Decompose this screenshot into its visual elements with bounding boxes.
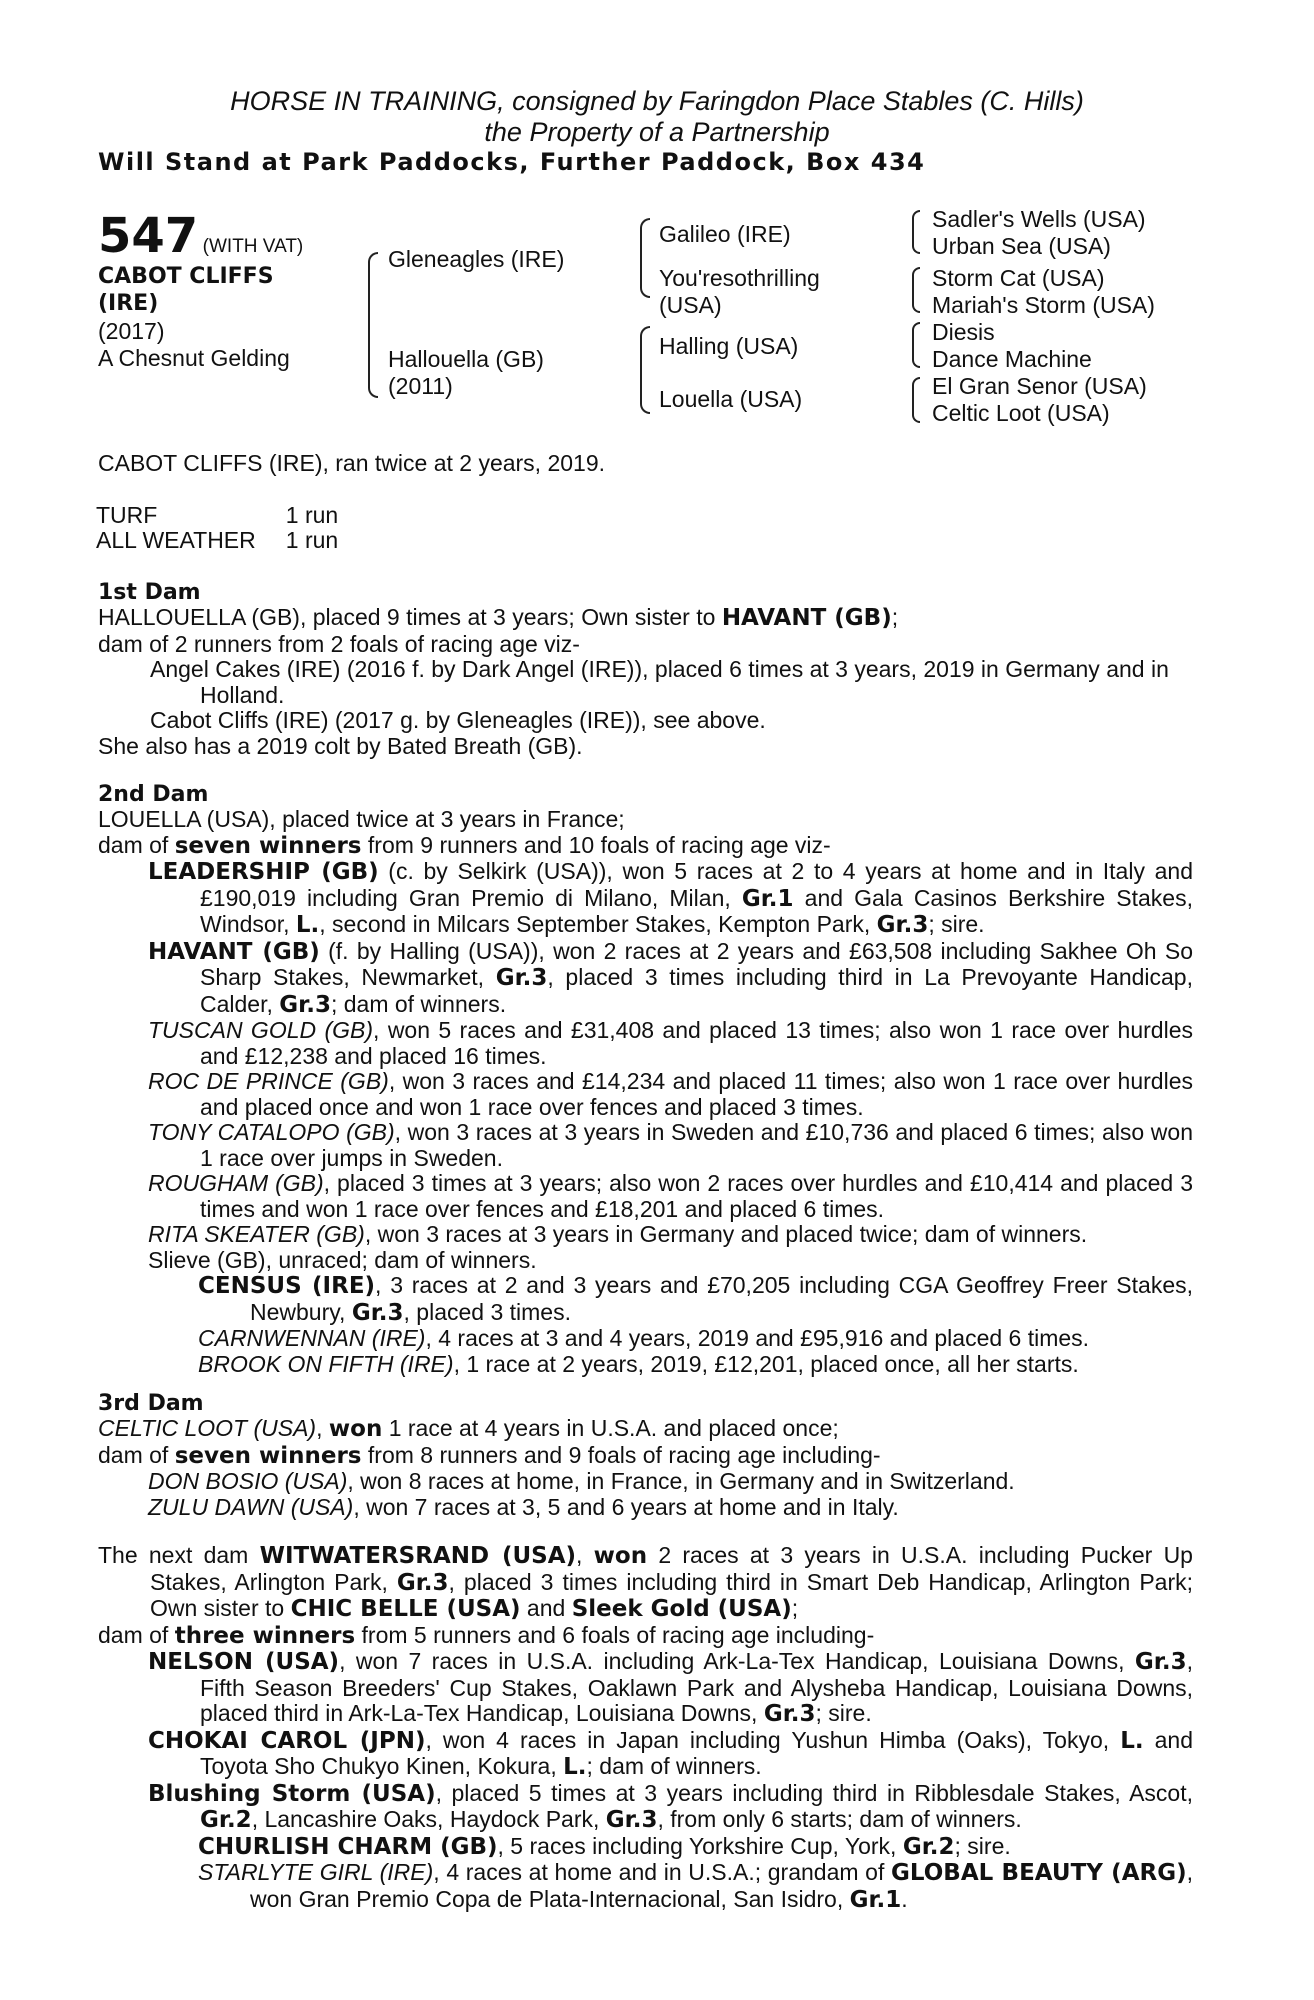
produce-tuscan-gold: TUSCAN GOLD (GB), won 5 races and £31,408 and placed 13 times; also won 1 race over hurdles and £12,238 and placed 16 times. (148, 1017, 1193, 1069)
pedigree-dam-year: (2011) (388, 373, 453, 399)
lot-number: 547 (98, 208, 199, 264)
grandchild-starlyte-girl: STARLYTE GIRL (IRE), 4 races at home and in U.S.A.; grandam of GLOBAL BEAUTY (ARG), won Gran Premio Copa de Plata-Internacional, San Isidro, Gr.1. (198, 1859, 1193, 1913)
record-row-turf (96, 503, 368, 528)
dam-line-bracket (640, 326, 650, 414)
third-dam-heading: 3rd Dam (98, 1391, 204, 1416)
pedigree-sire: Gleneagles (IRE) (388, 246, 565, 272)
third-dam-line-1: CELTIC LOOT (USA), won 1 race at 4 years in U.S.A. and placed once; (98, 1415, 839, 1442)
first-dam-line-2: dam of 2 runners from 2 foals of racing age viz- (98, 630, 580, 657)
second-dam-section (98, 807, 1193, 1377)
grandchild-census: CENSUS (IRE), 3 races at 2 and 3 years and £70,205 including CGA Geoffrey Freer Stakes, Newbury, Gr.3, placed 3 times. (198, 1272, 1193, 1326)
first-dam-line-1: HALLOUELLA (GB), placed 9 times at 3 years; Own sister to HAVANT (GB); (98, 604, 899, 631)
vat-note: (WITH VAT) (202, 236, 304, 257)
record-surface: TURF (96, 502, 158, 528)
record-row-all-weather (96, 528, 368, 553)
race-summary: CABOT CLIFFS (IRE), ran twice at 2 years, 2019. (98, 450, 606, 476)
second-dam-heading: 2nd Dam (98, 782, 209, 807)
header-location: Will Stand at Park Paddocks, Further Paddock, Box 434 (98, 148, 926, 176)
first-dam-produce-1: Angel Cakes (IRE) (2016 f. by Dark Angel (IRE)), placed 6 times at 3 years, 2019 in Germany and in Holland. (150, 656, 1169, 708)
next-dam-section (98, 1543, 1193, 1913)
pedigree-g5: Diesis (932, 319, 995, 345)
record-runs: 1 run (285, 502, 339, 528)
gen3-bracket-3 (912, 322, 920, 368)
pedigree-g7: El Gran Senor (USA) (932, 373, 1147, 399)
gen3-bracket-4 (912, 377, 920, 423)
produce-havant: HAVANT (GB) (f. by Halling (USA)), won 2 races at 2 years and £63,508 including Sakhee Oh So Sharp Stakes, Newmarket, Gr.3, placed 3 times including third in La Prevoyante Handicap, Calder, Gr.3; dam of winners. (148, 937, 1193, 1018)
first-dam-produce-2: Cabot Cliffs (IRE) (2017 g. by Gleneagles (IRE)), see above. (150, 707, 766, 733)
grandchild-brook-on-fifth: BROOK ON FIFTH (IRE), 1 race at 2 years, 2019, £12,201, placed once, all her starts. (198, 1350, 1079, 1377)
pedigree-g1: Sadler's Wells (USA) (932, 206, 1146, 232)
horse-description: A Chesnut Gelding (98, 345, 290, 371)
next-dam-line-1: The next dam WITWATERSRAND (USA), won 2 races at 3 years in U.S.A. including Pucker Up Stakes, Arlington Park, Gr.3, placed 3 times including third in Smart Deb Handicap, Arlington Park; Own sister to CHIC BELLE (USA) and Sleek Gold (USA); (98, 1542, 1193, 1622)
horse-name: CABOT CLIFFS (98, 264, 274, 289)
first-dam-line-3: She also has a 2019 colt by Bated Breath (GB). (98, 732, 583, 759)
pedigree-dam-sire: Halling (USA) (659, 333, 799, 359)
produce-don-bosio: DON BOSIO (USA), won 8 races at home, in France, in Germany and in Switzerland. (148, 1468, 1015, 1494)
grandchild-carnwennan: CARNWENNAN (IRE), 4 races at 3 and 4 years, 2019 and £95,916 and placed 6 times. (198, 1325, 1090, 1351)
second-dam-line-1: LOUELLA (USA), placed twice at 3 years in France; (98, 806, 625, 832)
pedigree-g8: Celtic Loot (USA) (932, 400, 1110, 426)
pedigree-g2: Urban Sea (USA) (932, 233, 1111, 259)
pedigree-sire-sire: Galileo (IRE) (659, 221, 791, 247)
produce-chokai-carol: CHOKAI CAROL (JPN), won 4 races in Japan including Yushun Himba (Oaks), Tokyo, L. and Toyota Sho Chukyo Kinen, Kokura, L.; dam of winners. (148, 1726, 1194, 1780)
grandchild-churlish-charm: CHURLISH CHARM (GB), 5 races including Yorkshire Cup, York, Gr.2; sire. (198, 1832, 1011, 1860)
pedigree-g4: Mariah's Storm (USA) (932, 292, 1155, 318)
pedigree-sire-dam: You'resothrilling (659, 265, 820, 291)
pedigree-sire-dam-country: (USA) (659, 292, 722, 318)
pedigree-g6: Dance Machine (932, 346, 1092, 372)
third-dam-line-2: dam of seven winners from 8 runners and 9 foals of racing age including- (98, 1441, 881, 1469)
first-dam-section (98, 605, 1193, 759)
record-runs: 1 run (285, 527, 339, 553)
produce-nelson: NELSON (USA), won 7 races in U.S.A. including Ark-La-Tex Handicap, Louisiana Downs, Gr.3, Fifth Season Breeders' Cup Stakes, Oaklawn Park and Alysheba Handicap, Louisiana Downs, placed third in Ark-La-Tex Handicap, Louisiana Downs, Gr.3; sire. (148, 1648, 1193, 1727)
gen3-bracket-2 (912, 267, 920, 313)
gen3-bracket-1 (912, 210, 920, 254)
produce-zulu-dawn: ZULU DAWN (USA), won 7 races at 3, 5 and 6 years at home and in Italy. (148, 1493, 899, 1520)
race-record-table (96, 503, 368, 553)
record-surface: ALL WEATHER (96, 527, 256, 553)
header-subtitle: the Property of a Partnership (484, 117, 830, 147)
horse-country: (IRE) (98, 291, 159, 316)
sire-bracket (368, 252, 378, 398)
pedigree-dam-dam: Louella (USA) (659, 386, 803, 412)
third-dam-section (98, 1416, 1193, 1520)
produce-tony-catalopo: TONY CATALOPO (GB), won 3 races at 3 years in Sweden and £10,736 and placed 6 times; also won 1 race over jumps in Sweden. (148, 1119, 1193, 1171)
produce-rita-skeater: RITA SKEATER (GB), won 3 races at 3 years in Germany and placed twice; dam of winners. (148, 1221, 1088, 1247)
second-dam-line-2: dam of seven winners from 9 runners and 10 foals of racing age viz- (98, 831, 831, 859)
pedigree-g3: Storm Cat (USA) (932, 265, 1105, 291)
produce-rougham: ROUGHAM (GB), placed 3 times at 3 years; also won 2 races over hurdles and £10,414 and placed 3 times and won 1 race over fences and £18,201 and placed 6 times. (148, 1170, 1193, 1222)
lot-block (98, 208, 303, 264)
produce-roc-de-prince: ROC DE PRINCE (GB), won 3 races and £14,234 and placed 11 times; also won 1 race over hurdles and placed once and won 1 race over fences and placed 3 times. (148, 1068, 1193, 1120)
header-title: HORSE IN TRAINING, consigned by Faringdon Place Stables (C. Hills) (230, 86, 1084, 116)
pedigree-dam: Hallouella (GB) (388, 346, 544, 372)
horse-year: (2017) (98, 318, 165, 344)
sire-line-bracket (640, 218, 650, 298)
produce-slieve: Slieve (GB), unraced; dam of winners. (148, 1246, 537, 1273)
next-dam-line-2: dam of three winners from 5 runners and 6 foals of racing age including- (98, 1621, 875, 1649)
produce-leadership: LEADERSHIP (GB) (c. by Selkirk (USA)), won 5 races at 2 to 4 years at home and in Italy and £190,019 including Gran Premio di Milano, Milan, Gr.1 and Gala Casinos Berkshire Stakes, Windsor, L., second in Milcars September Stakes, Kempton Park, Gr.3; sire. (148, 858, 1193, 938)
first-dam-heading: 1st Dam (98, 580, 201, 605)
produce-blushing-storm: Blushing Storm (USA), placed 5 times at 3 years including third in Ribblesdale Stakes, Ascot, Gr.2, Lancashire Oaks, Haydock Park, Gr.3, from only 6 starts; dam of winners. (148, 1779, 1193, 1833)
